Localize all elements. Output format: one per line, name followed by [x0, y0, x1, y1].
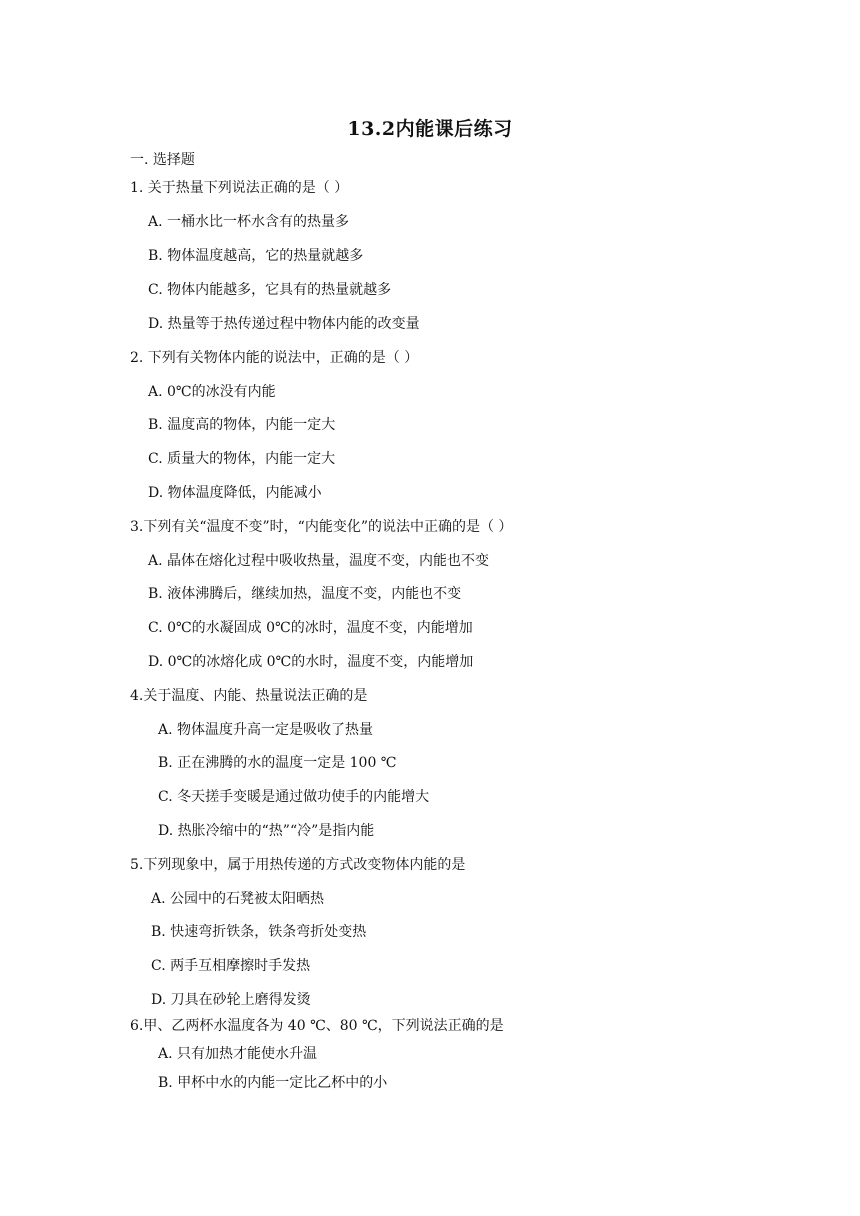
question-4-option-b: B. 正在沸腾的水的温度一定是 100 ℃ [158, 755, 397, 771]
question-6-option-b: B. 甲杯中水的内能一定比乙杯中的小 [158, 1075, 388, 1091]
question-5-option-c: C. 两手互相摩擦时手发热 [151, 958, 311, 974]
question-4-stem: 4.关于温度、内能、热量说法正确的是 [130, 688, 368, 704]
question-5-option-d: D. 刀具在砂轮上磨得发烫 [151, 992, 311, 1008]
question-4-option-d: D. 热胀冷缩中的“热”“冷”是指内能 [158, 823, 375, 839]
question-3-option-d: D. 0℃的冰熔化成 0℃的水时，温度不变，内能增加 [148, 654, 474, 670]
question-1-option-a: A. 一桶水比一杯水含有的热量多 [148, 214, 350, 230]
question-2-option-a: A. 0℃的冰没有内能 [148, 384, 276, 400]
question-6-stem: 6.甲、乙两杯水温度各为 40 ℃、80 ℃，下列说法正确的是 [130, 1018, 504, 1034]
question-1-option-c: C. 物体内能越多，它具有的热量就越多 [148, 282, 392, 298]
question-1-option-d: D. 热量等于热传递过程中物体内能的改变量 [148, 316, 420, 332]
question-1-stem: 1. 关于热量下列说法正确的是（ ） [130, 180, 349, 196]
question-6-option-a: A. 只有加热才能使水升温 [158, 1046, 318, 1062]
question-3-option-b: B. 液体沸腾后，继续加热，温度不变，内能也不变 [148, 586, 462, 602]
question-3-stem: 3.下列有关“温度不变”时，“内能变化”的说法中正确的是（ ） [130, 519, 513, 535]
question-1-option-b: B. 物体温度越高，它的热量就越多 [148, 248, 364, 264]
section-heading: 一. 选择题 [130, 152, 195, 168]
question-4-option-a: A. 物体温度升高一定是吸收了热量 [158, 722, 374, 738]
question-3-option-c: C. 0℃的水凝固成 0℃的冰时，温度不变，内能增加 [148, 620, 473, 636]
question-2-option-d: D. 物体温度降低，内能减小 [148, 485, 322, 501]
question-4-option-c: C. 冬天搓手变暖是通过做功使手的内能增大 [158, 789, 430, 805]
question-3-option-a: A. 晶体在熔化过程中吸收热量，温度不变，内能也不变 [148, 553, 490, 569]
question-5-stem: 5.下列现象中，属于用热传递的方式改变物体内能的是 [130, 857, 466, 873]
page-title: 13.2内能课后练习 [347, 118, 513, 140]
question-5-option-b: B. 快速弯折铁条，铁条弯折处变热 [151, 924, 367, 940]
question-5-option-a: A. 公园中的石凳被太阳晒热 [151, 891, 325, 907]
question-2-option-b: B. 温度高的物体，内能一定大 [148, 417, 336, 433]
question-2-option-c: C. 质量大的物体，内能一定大 [148, 451, 336, 467]
question-2-stem: 2. 下列有关物体内能的说法中，正确的是（ ） [130, 350, 419, 366]
